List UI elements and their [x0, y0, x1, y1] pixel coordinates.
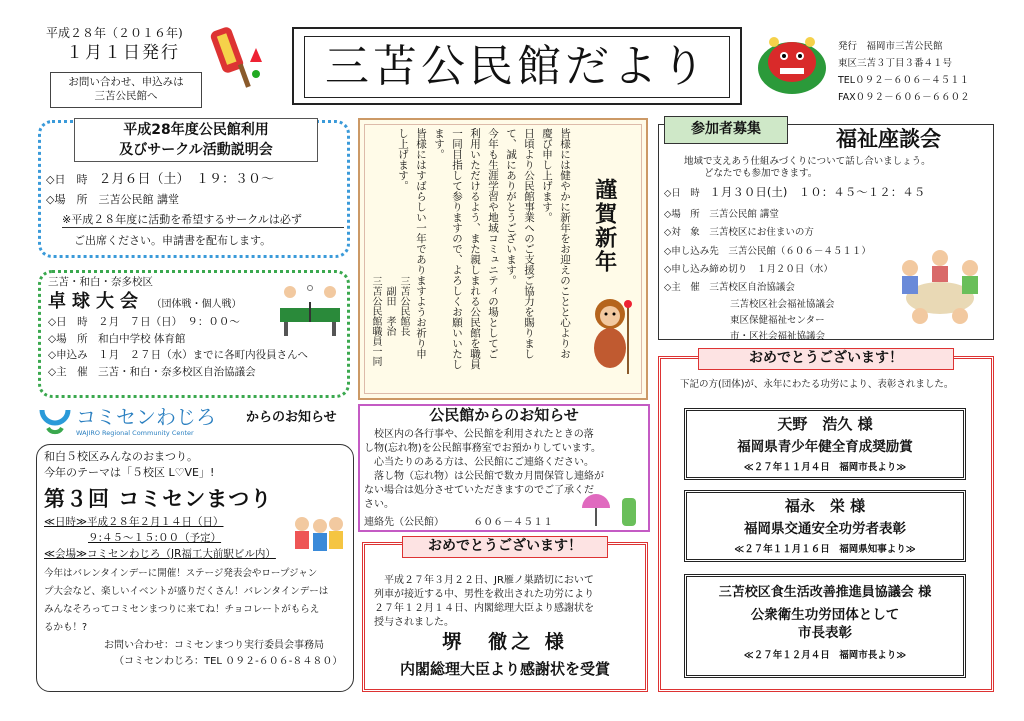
- comisen-logo-sub: WAJIRO Regional Community Center: [76, 429, 194, 437]
- award-date: ≪２７年１２月４日 福岡市長より≫: [743, 649, 907, 661]
- detail-value: 三苫校区にお住まいの方: [709, 227, 814, 239]
- award-title: 公衆衛生功労団体として 市長表彰: [750, 606, 900, 641]
- comisen-body: [44, 565, 350, 637]
- detail-row: [46, 172, 346, 189]
- award-mid-line: 授与されました。: [374, 617, 454, 628]
- welfare-title: 福祉座談会: [836, 127, 941, 151]
- comisen-heading: からのお知らせ: [246, 410, 337, 425]
- notice-line: し物(忘れ物)を公民館事務室でお預かりしています。: [364, 443, 602, 454]
- comisen-venue: ≪会場≫コミセンわじろ（JR福工大前駅ビル内）: [44, 548, 276, 561]
- greeting-line: 皆様には健やかに新年をお迎えのことと心よりお: [559, 128, 571, 359]
- comisen-body-line: プ大会など、楽しいイベントが盛りだくさん！バレンタインデーは: [44, 585, 329, 597]
- detail-label: ◇日 時: [48, 316, 88, 329]
- briefing-title: [74, 118, 318, 162]
- notice-line: さい。: [364, 499, 394, 510]
- notice-line: ない場合は処分させていただきますのでご了承くだ: [364, 485, 594, 496]
- comisen-date: ≪日時≫平成２８年２月１４日（日）: [44, 515, 224, 528]
- detail-value: 三苫公民館（６０６－４５１１）: [728, 245, 871, 257]
- notice-contact-tel: ６０６－４５１１: [473, 517, 554, 528]
- comisen-intro: 今年のテーマは「５校区 L♡VE」!: [44, 466, 215, 480]
- notice-line: 心当たりのある方は、公民館にご連絡ください。: [374, 457, 594, 468]
- comisen-body-line: みんなそろってコミセンまつりに来てね！チョコレートがもらえ: [44, 603, 320, 615]
- detail-value: １月２０日（水）: [756, 264, 833, 276]
- detail-value: ２月６日（土） １９：３０～: [98, 172, 274, 187]
- detail-value: １月３０日(土) １０：４５～１２：４５: [709, 184, 926, 199]
- monkey-icon: [584, 294, 640, 380]
- issue-date: １月１日発行: [66, 42, 180, 63]
- detail-value: 和白中学校 体育館: [98, 332, 186, 345]
- publisher-info: [838, 38, 970, 106]
- publisher-line: TEL０９２－６０６－４５１１: [838, 75, 970, 86]
- comisen-time: ９:４５～１５:００（予定）: [88, 531, 222, 544]
- detail-label: ◇日 時: [46, 173, 88, 186]
- pingpong-sub: （団体戦・個人戦）: [151, 298, 242, 310]
- award-mid-line: 列車が接近する中、男性を救出された功労により: [374, 589, 594, 600]
- comisen-event-title: 第３回 コミセンまつり: [44, 485, 273, 511]
- comisen-logo-text: コミセンわじろ: [76, 405, 216, 429]
- greeting-line: し上げます。: [397, 128, 409, 191]
- greeting-line: て、誠にありがとうございます。: [505, 128, 517, 286]
- welfare-intro: 地域で支えあう仕組みづくりについて話し合いましょう。: [684, 156, 931, 167]
- briefing-title-line: 及びサークル活動説明会: [119, 142, 273, 158]
- detail-value: 三苫・和白・奈多校区自治協議会: [98, 365, 256, 378]
- comisen-logo: [38, 404, 248, 440]
- detail-label: ◇主 催: [664, 282, 700, 294]
- publisher-line: 東区三苫３丁目３番４１号: [838, 58, 953, 69]
- detail-value: １月 ２７日（水）までに各町内役員さんへ: [98, 349, 308, 362]
- award-mid-body: [374, 574, 642, 630]
- co-host: 三苫校区社会福祉協議会: [730, 298, 835, 310]
- briefing-details: [46, 172, 346, 249]
- greeting-title: 謹賀新年: [591, 178, 618, 274]
- greeting-line: 慶び申し上げます。: [541, 128, 553, 223]
- detail-row: [48, 366, 348, 380]
- detail-label: ◇申し込み締め切り: [664, 264, 748, 276]
- detail-label: ◇場 所: [664, 209, 700, 221]
- children-icon: [290, 514, 346, 560]
- greeting-line: 日頃より公民館事業へのご支援ご協力を賜りまし: [523, 128, 535, 359]
- note-line: ※平成２８年度に活動を希望するサークルは必ず: [62, 213, 344, 228]
- publisher-line: FAX０９２－６０６－６６０２: [838, 92, 970, 103]
- detail-label: ◇対 象: [664, 227, 700, 239]
- greeting-line: 利用いただけるよう、また親しまれる公民館を職員: [469, 128, 481, 370]
- co-host: 東区保健福祉センター: [730, 315, 825, 327]
- briefing-title-line: 平成28年度公民館利用: [123, 122, 269, 138]
- awards-intro: 下記の方(団体)が、永年にわたる功労により、表彰されました。: [680, 379, 954, 390]
- hagoita-icon: [202, 22, 272, 100]
- note-line: ご出席ください。申請書を配布します。: [74, 234, 272, 248]
- signature-line: 三苫公民館長: [398, 276, 409, 336]
- detail-row: [48, 349, 348, 363]
- issue-date-block: [46, 26, 206, 64]
- award-mid-honor: 内閣総理大臣より感謝状を受賞: [399, 660, 610, 678]
- lion-dance-icon: [752, 28, 832, 98]
- award-name: 福永 栄 様: [784, 497, 866, 515]
- greeting-signature: [368, 276, 410, 390]
- welfare-tag: 参加者募集: [664, 116, 788, 144]
- detail-row: [46, 193, 346, 207]
- comisen-contact: （コミセンわじろ：TEL ０９２-６０６-８４８０）: [114, 655, 343, 667]
- newsletter-title: 三苫公民館だより: [325, 41, 709, 92]
- greeting-line: 皆様にはすばらしい一年でありますようお祈り申: [415, 128, 427, 359]
- signature-line: 三苫公民館職員一同: [370, 276, 381, 366]
- award-title: 福岡県青少年健全育成奨励賞: [737, 438, 913, 455]
- detail-value: 三苫校区自治協議会: [709, 282, 795, 294]
- award-name: 三苫校区食生活改善推進員協議会 様: [718, 585, 932, 600]
- notice-contact-label: 連絡先（公民館）: [364, 517, 444, 528]
- award-item: [684, 490, 966, 562]
- table-tennis-icon: [276, 280, 346, 340]
- greeting-line: 一同目指して参りますので、よろしくお願いいたし: [451, 128, 463, 370]
- notice-line: 落し物（忘れ物）は公民館で数カ月間保管し連絡が: [374, 471, 604, 482]
- award-mid-line: 平成２７年３月２２日、JR雁ノ巣踏切において: [384, 575, 594, 586]
- detail-label: ◇申し込み先: [664, 245, 719, 257]
- detail-label: ◇申込み: [48, 349, 88, 362]
- award-date: ≪２７年１１月１６日 福岡県知事より≫: [734, 544, 916, 556]
- notice-title: 公民館からのお知らせ: [429, 406, 579, 424]
- award-item: [684, 408, 966, 480]
- detail-label: ◇場 所: [46, 192, 88, 206]
- pingpong-area: 三苫・和白・奈多校区: [48, 276, 153, 288]
- welfare-intro: どなたでも参加できます。: [704, 168, 818, 180]
- greeting-line: ます。: [433, 128, 445, 160]
- award-mid-line: ２７年１２月１４日、内閣総理大臣より感謝状を: [374, 603, 594, 614]
- era-date: 平成２８年（２０１６年): [46, 26, 183, 40]
- award-title: 福岡県交通安全功労者表彰: [744, 520, 906, 537]
- award-mid-name: 堺 徹之 様: [442, 631, 568, 653]
- detail-label: ◇場 所: [48, 332, 88, 345]
- detail-row: [664, 209, 990, 221]
- co-host: 市・区社会福祉協議会: [730, 331, 826, 343]
- signature-line: 副田 孝治: [384, 286, 395, 336]
- comisen-contact: お問い合わせ：コミセンまつり実行委員会事務局: [104, 639, 324, 651]
- detail-value: 三苫公民館 講堂: [98, 192, 179, 206]
- detail-value: ２月 ７日（日） ９：００～: [98, 316, 240, 329]
- greeting-line: 今年も生涯学習や地域コミュニティの場としてご: [487, 128, 499, 359]
- award-item: [684, 574, 966, 678]
- detail-row: [664, 185, 990, 200]
- detail-value: 三苫公民館 講堂: [709, 209, 779, 221]
- detail-label: ◇日 時: [664, 187, 700, 199]
- comisen-logo-icon: [38, 406, 72, 436]
- comisen-intro: 和白５校区みんなのおまつり。: [44, 450, 198, 463]
- meeting-people-icon: [890, 238, 990, 330]
- awards-banner: おめでとうございます！: [698, 348, 954, 370]
- notice-line: 校区内の各行事や、公民館を利用されたときの落: [374, 429, 594, 440]
- comisen-body-line: 今年はバレンタインデーに開催！ステージ発表会やロープジャン: [44, 567, 318, 579]
- inquiry-box: お問い合わせ、申込みは 三苫公民館へ: [50, 72, 202, 108]
- detail-label: ◇主 催: [48, 365, 88, 378]
- award-date: ≪２７年１１月４日 福岡市長より≫: [743, 462, 907, 474]
- award-mid-banner: おめでとうございます！: [402, 536, 608, 558]
- umbrella-icon: [578, 490, 646, 530]
- pingpong-title: 卓球大会: [48, 290, 144, 312]
- comisen-body-line: るかも！?: [44, 621, 88, 633]
- award-name: 天野 浩久 様: [777, 415, 873, 433]
- publisher-line: 発行 福岡市三苫公民館: [838, 41, 943, 52]
